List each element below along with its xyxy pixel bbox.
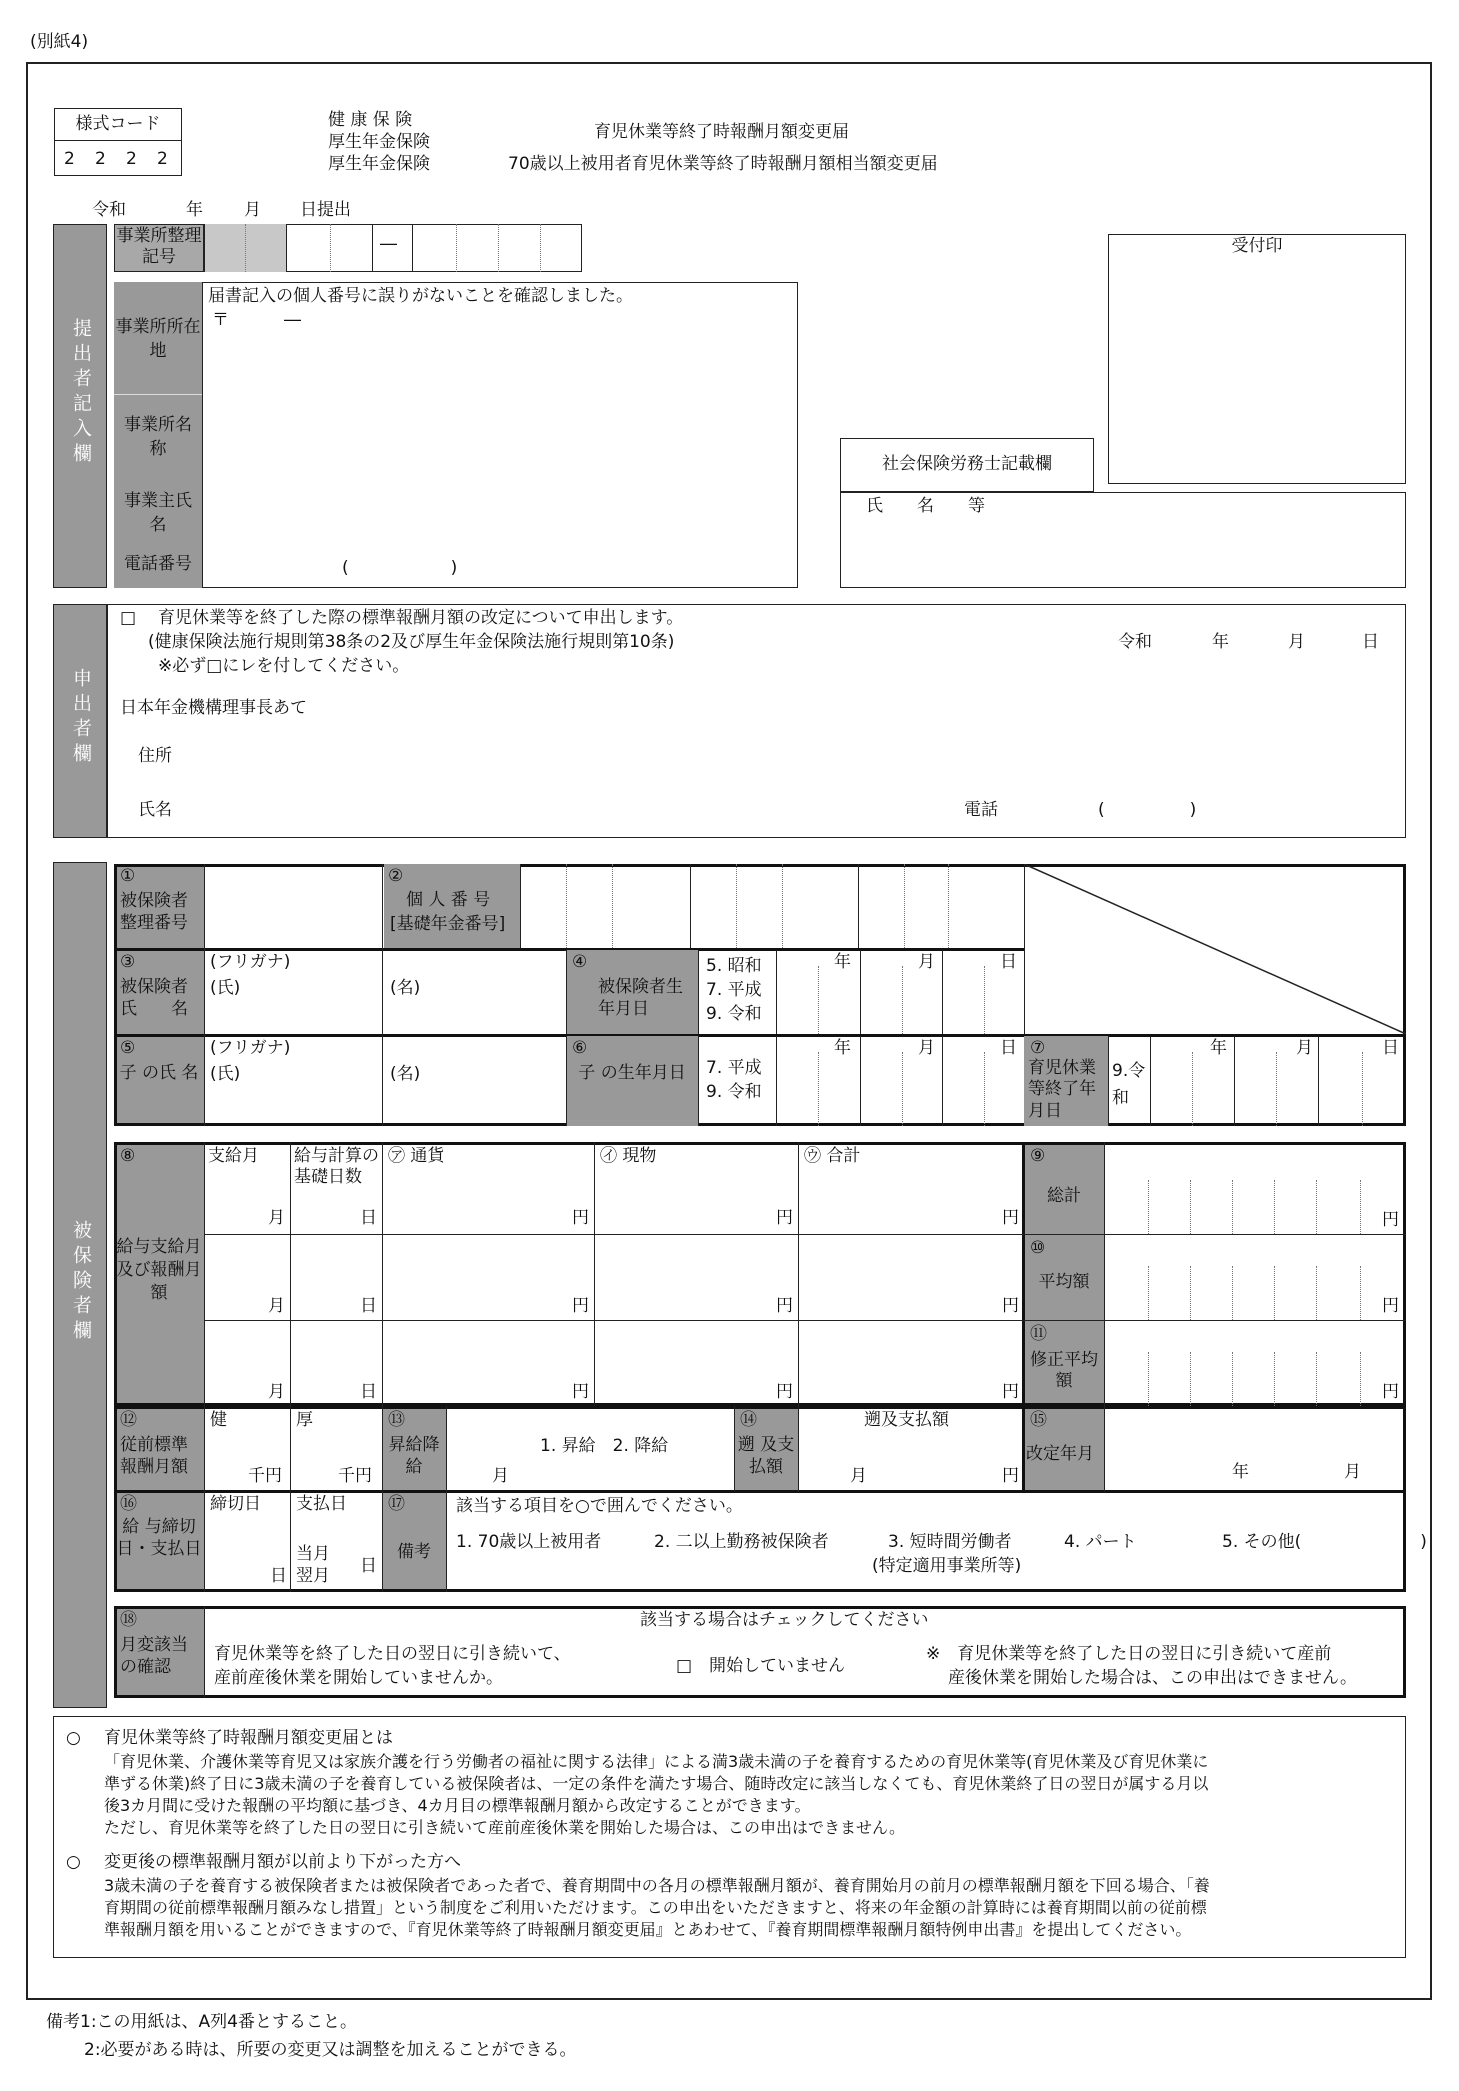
notes-para-1-line: 準ずる休業)終了日に3歳未満の子を養育している被保険者は、一定の条件を満たす場合、随時改定に該当しなくても、育児休業終了日の翌日が属する月以 bbox=[104, 1774, 1209, 1793]
month-unit: 月 bbox=[1296, 1038, 1313, 1058]
child-birthdate-label: 子 の生年月日 bbox=[578, 1063, 686, 1083]
insured-section-label: 被保険者欄 bbox=[70, 1220, 92, 1345]
submit-month: 月 bbox=[244, 200, 261, 220]
applicant-name-label: 氏名 bbox=[138, 800, 172, 820]
field-number: ⑫ bbox=[120, 1410, 137, 1430]
remarks-option-3: 3. 短時間労働者 bbox=[888, 1532, 1012, 1552]
applicant-address-label: 住所 bbox=[138, 746, 172, 766]
month-unit: 月 bbox=[918, 952, 935, 972]
confirmation-note-2: 産後休業を開始した場合は、この申出はできません。 bbox=[948, 1668, 1358, 1688]
field-number: ① bbox=[120, 866, 136, 886]
remarks-instruction: 該当する項目を○で囲んでください。 bbox=[456, 1496, 743, 1516]
base-days-header: 給与計算の基礎日数 bbox=[294, 1146, 379, 1188]
this-month-label: 当月 bbox=[296, 1544, 330, 1564]
postal-dash: ― bbox=[284, 310, 301, 330]
month-unit: 月 bbox=[918, 1038, 935, 1058]
attachment-label: (別紙4) bbox=[30, 32, 89, 52]
day-unit: 日 bbox=[360, 1382, 377, 1402]
yen-unit: 円 bbox=[1002, 1382, 1019, 1402]
revision-month-label: 改定年月 bbox=[1026, 1444, 1094, 1464]
confirmation-question-2: 産前産後休業を開始していませんか。 bbox=[214, 1668, 503, 1688]
field-number: ⑩ bbox=[1030, 1238, 1046, 1258]
sharoushi-name-label: 氏 名 等 bbox=[866, 496, 985, 516]
furigana-label: (フリガナ) bbox=[210, 1038, 291, 1058]
yen-unit: 円 bbox=[1002, 1296, 1019, 1316]
submit-year: 年 bbox=[186, 200, 203, 220]
pension-number-label: [基礎年金番号] bbox=[390, 914, 506, 934]
pension-label: 厚 bbox=[296, 1410, 313, 1430]
applicant-date-year: 年 bbox=[1212, 632, 1229, 652]
day-unit: 日 bbox=[360, 1208, 377, 1228]
applicant-note: ※必ず□にレを付してください。 bbox=[158, 656, 410, 676]
insured-number-label: 被保険者整理番号 bbox=[120, 891, 188, 934]
postal-mark: 〒 bbox=[212, 310, 229, 330]
surname-label: (氏) bbox=[210, 1064, 241, 1084]
payday-header: 支払日 bbox=[296, 1494, 347, 1514]
in-kind-header: ㋑ 現物 bbox=[600, 1146, 657, 1166]
form-code-digit: 2 bbox=[95, 149, 106, 169]
field-number: ⑪ bbox=[1030, 1324, 1047, 1344]
total-header: ㋒ 合計 bbox=[804, 1146, 861, 1166]
field-number: ② bbox=[388, 866, 404, 886]
applicant-date-day: 日 bbox=[1362, 632, 1379, 652]
footer-note-1: 備考1:この用紙は、A列4番とすること。 bbox=[46, 2012, 357, 2032]
next-month-label: 翌月 bbox=[296, 1566, 330, 1586]
submitter-section-label: 提出者記入欄 bbox=[70, 318, 92, 468]
reception-stamp-label: 受付印 bbox=[1231, 236, 1283, 256]
office-number-label: 事業所整理記号 bbox=[116, 226, 202, 268]
insurance-type: 厚生年金保険 bbox=[328, 154, 430, 174]
given-name-label: (名) bbox=[390, 1064, 421, 1084]
yen-unit: 円 bbox=[572, 1382, 589, 1402]
salary-label: 給与支給月及び報酬月額 bbox=[116, 1237, 202, 1303]
field-number: ⑱ bbox=[120, 1610, 137, 1630]
era-option: 7. 平成 bbox=[706, 1058, 762, 1078]
insured-birthdate-label: 被保険者生年月日 bbox=[598, 977, 683, 1020]
yen-unit: 円 bbox=[1382, 1296, 1399, 1316]
yen-unit: 円 bbox=[572, 1296, 589, 1316]
submit-era: 令和 bbox=[92, 200, 126, 220]
form-code-digit: 2 bbox=[157, 149, 168, 169]
addressee: 日本年金機構理事長あて bbox=[120, 698, 307, 718]
footer-note-2: 2:必要がある時は、所要の変更又は調整を加えることができる。 bbox=[84, 2040, 577, 2060]
remarks-option-4: 4. パート bbox=[1064, 1532, 1137, 1552]
month-unit: 月 bbox=[268, 1382, 285, 1402]
yen-unit: 円 bbox=[1002, 1466, 1019, 1486]
retro-pay-header: 遡及支払額 bbox=[864, 1410, 949, 1430]
form-subtitle: 70歳以上被用者育児休業等終了時報酬月額相当額変更届 bbox=[508, 154, 938, 174]
cutoff-day-header: 締切日 bbox=[210, 1494, 261, 1514]
remarks-label: 備考 bbox=[397, 1542, 431, 1562]
year-unit: 年 bbox=[834, 952, 851, 972]
remarks-option-5: 5. その他( ) bbox=[1222, 1532, 1427, 1552]
thousand-yen-unit: 千円 bbox=[248, 1466, 282, 1486]
era-option: 5. 昭和 bbox=[706, 956, 762, 976]
month-unit: 月 bbox=[268, 1208, 285, 1228]
notes-bullet: ○ bbox=[66, 1728, 81, 1748]
grand-total-label: 総計 bbox=[1047, 1186, 1081, 1206]
applicant-section-label: 申出者欄 bbox=[70, 668, 92, 768]
notes-bullet: ○ bbox=[66, 1852, 81, 1872]
diagonal-strike bbox=[1024, 864, 1406, 1034]
day-unit: 日 bbox=[1382, 1038, 1399, 1058]
yen-unit: 円 bbox=[1002, 1208, 1019, 1228]
notes-para-1-line: 後3カ月間に受けた報酬の平均額に基づき、4カ月目の標準報酬月額から改定することができます。 bbox=[104, 1796, 811, 1815]
month-unit: 月 bbox=[1344, 1462, 1361, 1482]
form-code-digit: 2 bbox=[64, 149, 75, 169]
year-unit: 年 bbox=[834, 1038, 851, 1058]
yen-unit: 円 bbox=[1382, 1382, 1399, 1402]
applicant-checkbox[interactable]: □ bbox=[120, 608, 137, 628]
office-number-dash: ― bbox=[380, 234, 397, 254]
field-number: ⑰ bbox=[388, 1494, 405, 1514]
leave-end-era: 9.令和 bbox=[1112, 1061, 1146, 1109]
day-unit: 日 bbox=[360, 1556, 377, 1576]
form-code-digit: 2 bbox=[126, 149, 137, 169]
not-started-checkbox[interactable]: □ 開始していません bbox=[676, 1656, 846, 1676]
mynumber-confirm-text: 届書記入の個人番号に誤りがないことを確認しました。 bbox=[208, 286, 633, 306]
owner-name-label: 事業主氏 名 bbox=[124, 491, 192, 535]
notes-para-2-line: 準報酬月額を用いることができますので、『育児休業等終了時報酬月額変更届』とあわせて、『養育期間標準報酬月額特例申出書』を提出してください。 bbox=[104, 1920, 1192, 1939]
confirmation-question-1: 育児休業等を終了した日の翌日に引き続いて、 bbox=[214, 1644, 571, 1664]
cutoff-payday-label: 給 与締切日・支払日 bbox=[116, 1517, 202, 1560]
raise-cut-options: 1. 昇給 2. 降給 bbox=[540, 1436, 669, 1456]
health-label: 健 bbox=[210, 1410, 227, 1430]
month-unit: 月 bbox=[268, 1296, 285, 1316]
applicant-date-era: 令和 bbox=[1118, 632, 1152, 652]
sharoushi-label: 社会保険労務士記載欄 bbox=[882, 454, 1052, 474]
day-unit: 日 bbox=[360, 1296, 377, 1316]
confirmation-note-1: ※ 育児休業等を終了した日の翌日に引き続いて産前 bbox=[926, 1644, 1332, 1664]
day-unit: 日 bbox=[1000, 952, 1017, 972]
year-unit: 年 bbox=[1210, 1038, 1227, 1058]
pay-month-header: 支給月 bbox=[208, 1146, 259, 1166]
applicant-law-ref: (健康保険法施行規則第38条の2及び厚生年金保険法施行規則第10条) bbox=[148, 632, 675, 652]
office-name-label: 事業所名 称 bbox=[124, 415, 192, 459]
era-option: 9. 令和 bbox=[706, 1004, 762, 1024]
submit-day: 日提出 bbox=[300, 200, 351, 220]
yen-unit: 円 bbox=[572, 1208, 589, 1228]
field-number: ⑬ bbox=[388, 1410, 405, 1430]
given-name-label: (名) bbox=[390, 978, 421, 998]
field-number: ⑯ bbox=[120, 1494, 137, 1514]
remarks-option-1: 1. 70歳以上被用者 bbox=[456, 1532, 602, 1552]
child-name-label: 子 の氏 名 bbox=[119, 1063, 199, 1083]
month-unit: 月 bbox=[492, 1466, 509, 1486]
insurance-type: 健 康 保 険 bbox=[328, 110, 413, 130]
yen-unit: 円 bbox=[776, 1296, 793, 1316]
era-option: 7. 平成 bbox=[706, 980, 762, 1000]
insurance-type: 厚生年金保険 bbox=[328, 132, 430, 152]
insured-name-label: 被保険者氏 名 bbox=[120, 977, 188, 1020]
month-unit: 月 bbox=[850, 1466, 867, 1486]
corrected-average-label: 修正平均額 bbox=[1030, 1350, 1098, 1392]
notes-para-2-line: 3歳未満の子を養育する被保険者または被保険者であった者で、養育期間中の各月の標準報酬月額が、養育開始月の前月の標準報酬月額を下回る場合、「養 bbox=[104, 1876, 1210, 1895]
field-number: ⑨ bbox=[1030, 1146, 1046, 1166]
applicant-declaration: 育児休業等を終了した際の標準報酬月額の改定について申出します。 bbox=[158, 608, 684, 628]
raise-cut-label: 昇給降給 bbox=[388, 1435, 440, 1478]
notes-heading-2: 変更後の標準報酬月額が以前より下がった方へ bbox=[104, 1852, 461, 1872]
notes-para-2-line: 育期間の従前標準報酬月額みなし措置」という制度をご利用いただけます。この申出をいただきますと、将来の年金額の計算時には養育期間以前の従前標 bbox=[104, 1898, 1207, 1917]
yen-unit: 円 bbox=[776, 1208, 793, 1228]
phone-paren: ( ) bbox=[342, 558, 458, 578]
field-number: ⑦ bbox=[1030, 1038, 1046, 1058]
leave-end-date-label: 育児休業等終了年月日 bbox=[1028, 1058, 1096, 1121]
applicant-date-month: 月 bbox=[1288, 632, 1305, 652]
surname-label: (氏) bbox=[210, 978, 241, 998]
form-code-label: 様式コード bbox=[75, 114, 161, 134]
era-option: 9. 令和 bbox=[706, 1082, 762, 1102]
field-number: ⑥ bbox=[572, 1038, 588, 1058]
thousand-yen-unit: 千円 bbox=[338, 1466, 372, 1486]
retro-pay-label: 遡 及支払額 bbox=[737, 1435, 795, 1478]
field-number: ⑤ bbox=[120, 1038, 136, 1058]
reception-stamp-box bbox=[1108, 234, 1406, 484]
applicant-phone-label: 電話 bbox=[964, 800, 998, 820]
applicant-phone-paren: ( ) bbox=[1098, 800, 1197, 820]
yen-unit: 円 bbox=[1382, 1210, 1399, 1230]
yen-unit: 円 bbox=[776, 1382, 793, 1402]
field-number: ④ bbox=[572, 952, 588, 972]
prior-standard-label: 従前標準報酬月額 bbox=[120, 1435, 188, 1478]
field-number: ③ bbox=[120, 952, 136, 972]
field-number: ⑭ bbox=[740, 1410, 757, 1430]
cash-header: ㋐ 通貨 bbox=[388, 1146, 445, 1166]
average-label: 平均額 bbox=[1038, 1272, 1090, 1292]
confirmation-title: 該当する場合はチェックしてください bbox=[640, 1610, 929, 1630]
furigana-label: (フリガナ) bbox=[210, 952, 291, 972]
remarks-option-2: 2. 二以上勤務被保険者 bbox=[654, 1532, 829, 1552]
remarks-option-3-sub: (特定適用事業所等) bbox=[872, 1556, 1022, 1576]
phone-label: 電話番号 bbox=[124, 554, 192, 574]
day-unit: 日 bbox=[1000, 1038, 1017, 1058]
day-unit: 日 bbox=[270, 1566, 287, 1586]
notes-para-1-line: ただし、育児休業等を終了した日の翌日に引き続いて産前産後休業を開始した場合は、この申出はできません。 bbox=[104, 1818, 905, 1837]
field-number: ⑧ bbox=[120, 1146, 136, 1166]
notes-para-1-line: 「育児休業、介護休業等育児又は家族介護を行う労働者の福祉に関する法律」による満3歳未満の子を養育するための育児休業等(育児休業及び育児休業に bbox=[104, 1752, 1209, 1771]
notes-heading-1: 育児休業等終了時報酬月額変更届とは bbox=[104, 1728, 393, 1748]
personal-number-label: 個 人 番 号 bbox=[406, 890, 491, 910]
form-title: 育児休業等終了時報酬月額変更届 bbox=[594, 122, 849, 142]
monthly-change-confirm-label: 月変該当の確認 bbox=[120, 1635, 188, 1678]
office-address-label: 事業所所在地 bbox=[115, 317, 201, 361]
field-number: ⑮ bbox=[1030, 1410, 1047, 1430]
year-unit: 年 bbox=[1232, 1462, 1249, 1482]
